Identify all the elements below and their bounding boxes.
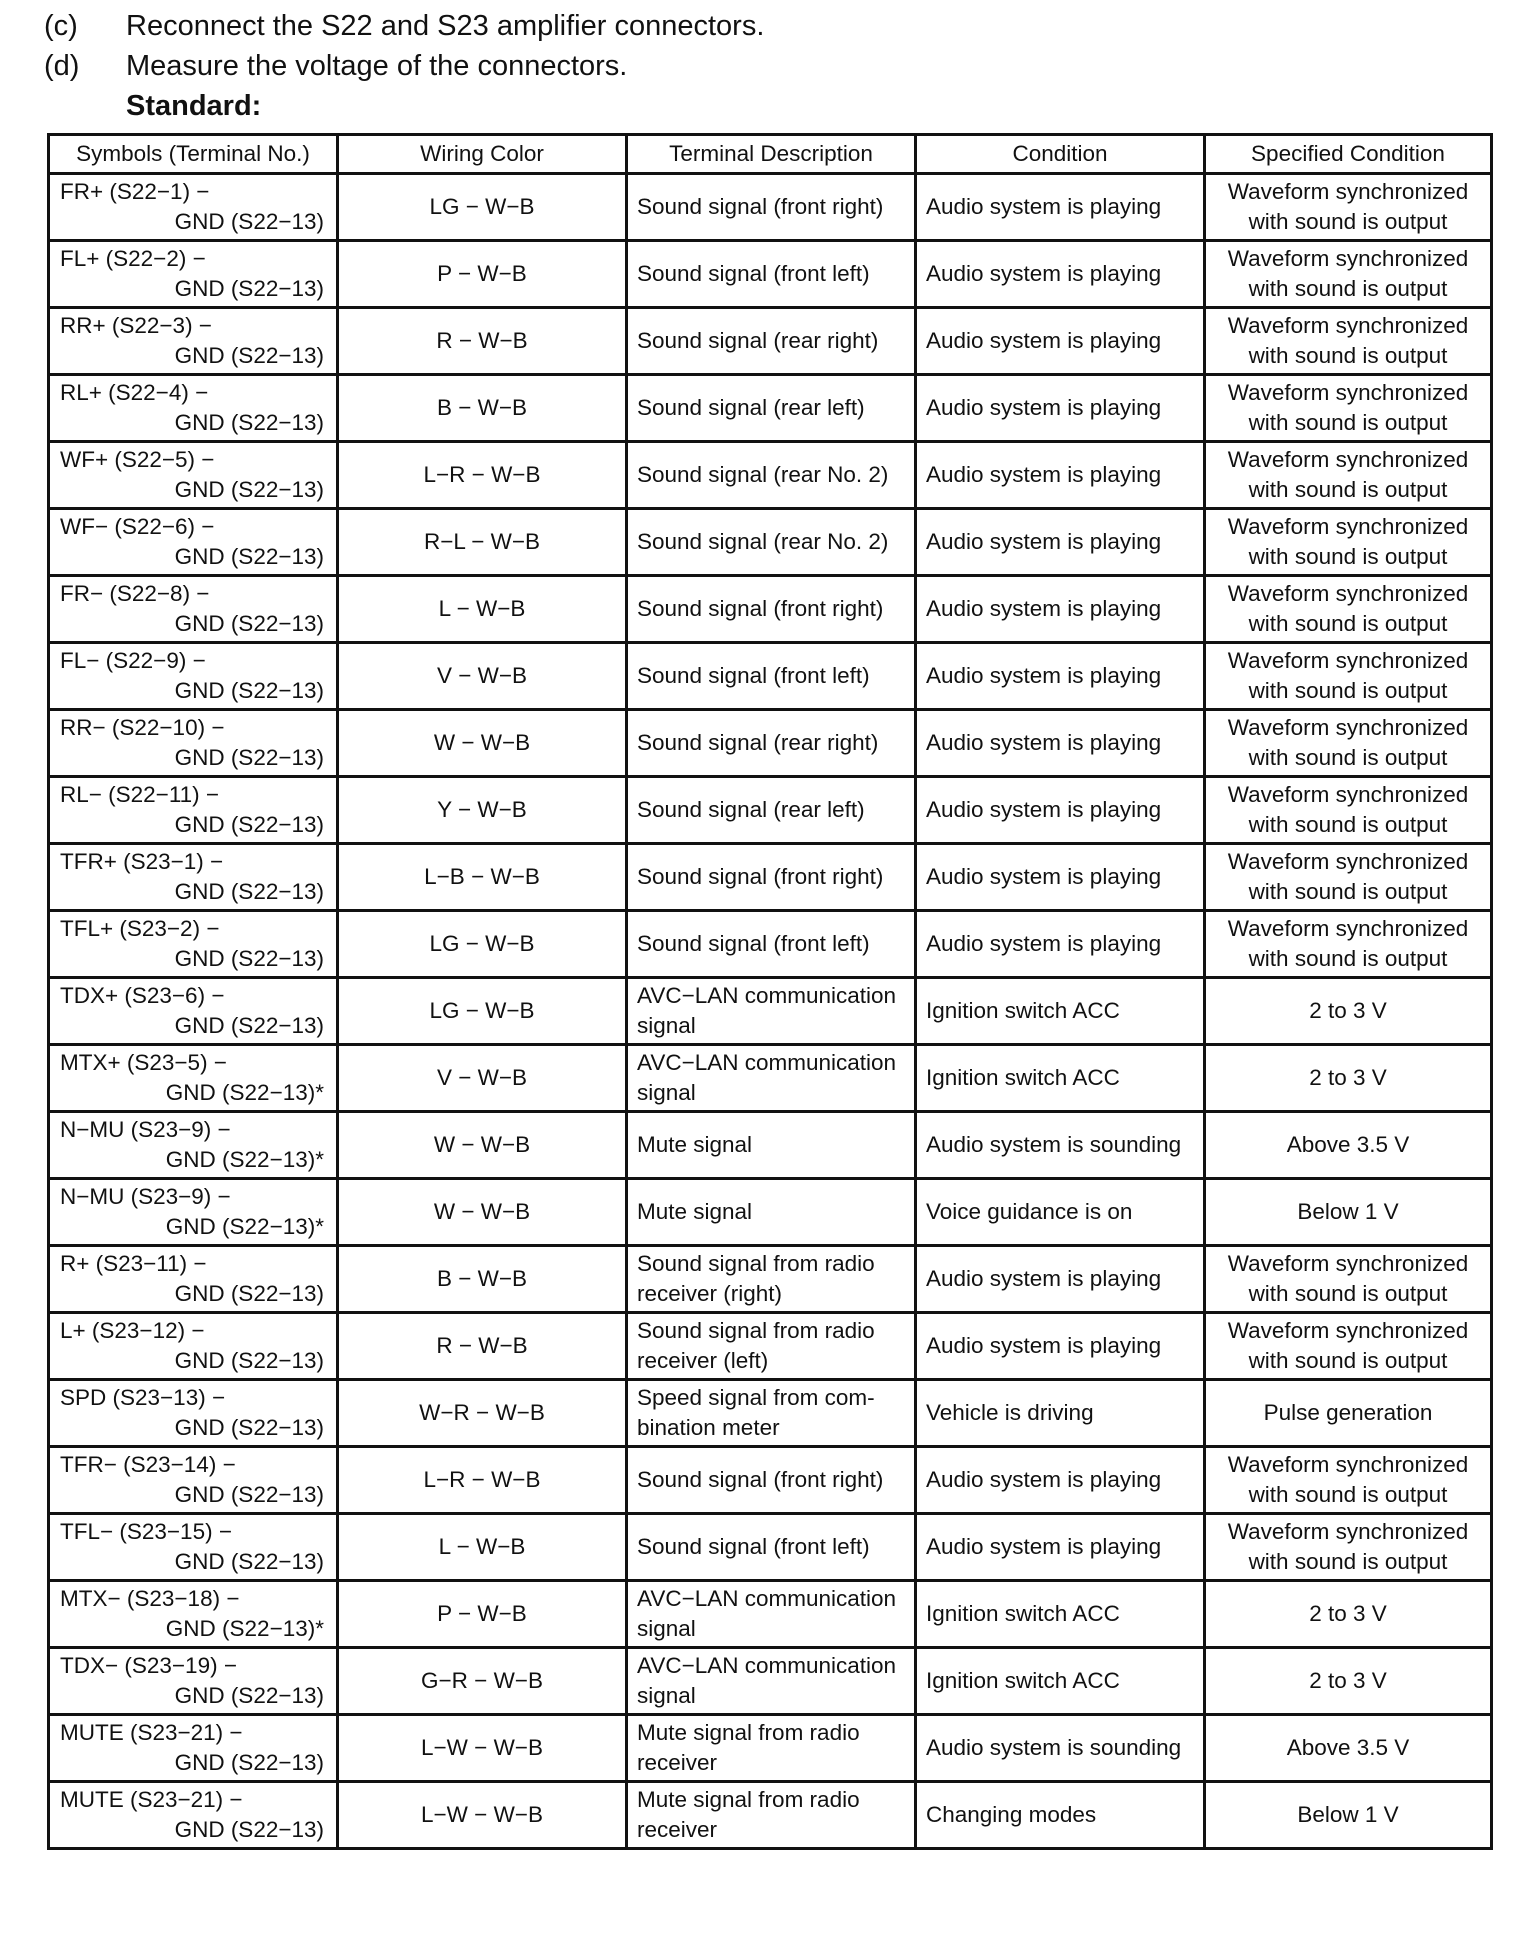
table-row: [49, 643, 1492, 710]
symbol-ground: GND (S22−13): [174, 544, 324, 569]
cell-condition: Audio system is sounding: [916, 1112, 1205, 1179]
table-row: [49, 1246, 1492, 1313]
cell-condition: Audio system is playing: [916, 442, 1205, 509]
cell-symbols: [49, 576, 338, 643]
symbol-terminal: TDX+ (S23−6) −: [60, 983, 225, 1008]
cell-terminal-description: Sound signal (rear right): [627, 308, 916, 375]
cell-condition: Ignition switch ACC: [916, 1045, 1205, 1112]
header-specified-condition: Specified Condition: [1205, 135, 1492, 174]
table-row: [49, 442, 1492, 509]
symbol-terminal: MUTE (S23−21) −: [60, 1787, 243, 1812]
cell-specified-condition: Waveform synchronized with sound is output: [1205, 777, 1492, 844]
symbol-terminal: FR+ (S22−1) −: [60, 179, 210, 204]
cell-symbols: [49, 375, 338, 442]
cell-condition: Audio system is playing: [916, 1514, 1205, 1581]
symbol-terminal: L+ (S23−12) −: [60, 1318, 205, 1343]
cell-condition: Audio system is playing: [916, 1447, 1205, 1514]
table-row: [49, 1715, 1492, 1782]
cell-terminal-description: Sound signal (rear left): [627, 375, 916, 442]
symbol-ground: GND (S22−13): [174, 1817, 324, 1842]
cell-condition: Ignition switch ACC: [916, 1648, 1205, 1715]
symbol-terminal: R+ (S23−11) −: [60, 1251, 207, 1276]
cell-wiring-color: V − W−B: [338, 1045, 627, 1112]
cell-symbols: [49, 442, 338, 509]
symbol-terminal: TDX− (S23−19) −: [60, 1653, 237, 1678]
cell-wiring-color: L−W − W−B: [338, 1782, 627, 1849]
cell-specified-condition: Below 1 V: [1205, 1782, 1492, 1849]
cell-condition: Audio system is playing: [916, 375, 1205, 442]
cell-condition: Audio system is playing: [916, 777, 1205, 844]
cell-wiring-color: L − W−B: [338, 1514, 627, 1581]
cell-wiring-color: W − W−B: [338, 1179, 627, 1246]
symbol-ground: GND (S22−13): [174, 745, 324, 770]
cell-symbols: [49, 1648, 338, 1715]
cell-specified-condition: Below 1 V: [1205, 1179, 1492, 1246]
symbol-ground: GND (S22−13)*: [165, 1214, 324, 1239]
symbol-terminal: RL− (S22−11) −: [60, 782, 220, 807]
cell-symbols: [49, 1715, 338, 1782]
cell-wiring-color: R − W−B: [338, 1313, 627, 1380]
cell-terminal-description: Mute signal from radio receiver: [627, 1782, 916, 1849]
cell-wiring-color: B − W−B: [338, 375, 627, 442]
symbol-terminal: RR+ (S22−3) −: [60, 313, 212, 338]
cell-symbols: [49, 1313, 338, 1380]
symbol-terminal: FL− (S22−9) −: [60, 648, 206, 673]
symbol-ground: GND (S22−13): [174, 1013, 324, 1038]
symbol-ground: GND (S22−13): [174, 276, 324, 301]
symbol-ground: GND (S22−13): [174, 678, 324, 703]
table-row: [49, 241, 1492, 308]
cell-condition: Ignition switch ACC: [916, 978, 1205, 1045]
cell-wiring-color: L−W − W−B: [338, 1715, 627, 1782]
table-row: [49, 1514, 1492, 1581]
cell-condition: Audio system is playing: [916, 308, 1205, 375]
step-d-mark: (d): [44, 49, 80, 82]
cell-symbols: [49, 308, 338, 375]
table-row: [49, 576, 1492, 643]
cell-symbols: [49, 174, 338, 241]
symbol-terminal: RL+ (S22−4) −: [60, 380, 209, 405]
symbol-terminal: RR− (S22−10) −: [60, 715, 225, 740]
table-row: [49, 710, 1492, 777]
cell-specified-condition: Waveform synchronized with sound is output: [1205, 710, 1492, 777]
cell-specified-condition: Waveform synchronized with sound is output: [1205, 844, 1492, 911]
cell-specified-condition: Waveform synchronized with sound is output: [1205, 375, 1492, 442]
cell-specified-condition: Above 3.5 V: [1205, 1715, 1492, 1782]
table-row: [49, 1179, 1492, 1246]
standard-label: Standard:: [126, 89, 262, 122]
cell-symbols: [49, 710, 338, 777]
cell-specified-condition: Above 3.5 V: [1205, 1112, 1492, 1179]
table-row: [49, 978, 1492, 1045]
cell-wiring-color: L − W−B: [338, 576, 627, 643]
cell-symbols: [49, 1782, 338, 1849]
cell-wiring-color: B − W−B: [338, 1246, 627, 1313]
cell-wiring-color: L−R − W−B: [338, 1447, 627, 1514]
table-row: [49, 1648, 1492, 1715]
symbol-ground: GND (S22−13)*: [165, 1147, 324, 1172]
header-condition: Condition: [916, 135, 1205, 174]
cell-symbols: [49, 844, 338, 911]
cell-wiring-color: W−R − W−B: [338, 1380, 627, 1447]
cell-condition: Audio system is playing: [916, 1246, 1205, 1313]
cell-specified-condition: Waveform synchronized with sound is output: [1205, 174, 1492, 241]
cell-symbols: [49, 1380, 338, 1447]
cell-terminal-description: Sound signal (front left): [627, 911, 916, 978]
cell-terminal-description: Sound signal (front right): [627, 174, 916, 241]
symbol-ground: GND (S22−13): [174, 343, 324, 368]
symbol-terminal: TFL+ (S23−2) −: [60, 916, 220, 941]
step-c-mark: (c): [44, 9, 78, 42]
table-row: [49, 777, 1492, 844]
symbol-ground: GND (S22−13): [174, 1415, 324, 1440]
cell-terminal-description: Sound signal (rear No. 2): [627, 442, 916, 509]
cell-condition: Vehicle is driving: [916, 1380, 1205, 1447]
cell-symbols: [49, 911, 338, 978]
symbol-ground: GND (S22−13): [174, 1348, 324, 1373]
cell-specified-condition: Waveform synchronized with sound is output: [1205, 1447, 1492, 1514]
header-wiring-color: Wiring Color: [338, 135, 627, 174]
cell-specified-condition: Waveform synchronized with sound is output: [1205, 241, 1492, 308]
cell-wiring-color: W − W−B: [338, 710, 627, 777]
cell-symbols: [49, 509, 338, 576]
voltage-standard-table: [47, 133, 1493, 1850]
cell-specified-condition: 2 to 3 V: [1205, 1581, 1492, 1648]
symbol-ground: GND (S22−13): [174, 611, 324, 636]
symbol-terminal: FR− (S22−8) −: [60, 581, 210, 606]
cell-terminal-description: Mute signal from radio receiver: [627, 1715, 916, 1782]
table-header-row: [49, 135, 1492, 174]
table-row: [49, 1313, 1492, 1380]
table-row: [49, 509, 1492, 576]
table-row: [49, 375, 1492, 442]
cell-condition: Audio system is playing: [916, 1313, 1205, 1380]
table-row: [49, 1447, 1492, 1514]
cell-terminal-description: Speed signal from com- bination meter: [627, 1380, 916, 1447]
cell-symbols: [49, 1246, 338, 1313]
cell-symbols: [49, 978, 338, 1045]
cell-specified-condition: 2 to 3 V: [1205, 1648, 1492, 1715]
header-terminal-description: Terminal Description: [627, 135, 916, 174]
table-body: [49, 174, 1492, 1849]
cell-wiring-color: G−R − W−B: [338, 1648, 627, 1715]
cell-condition: Voice guidance is on: [916, 1179, 1205, 1246]
symbol-ground: GND (S22−13)*: [165, 1616, 324, 1641]
cell-specified-condition: Pulse generation: [1205, 1380, 1492, 1447]
cell-terminal-description: Mute signal: [627, 1112, 916, 1179]
header-symbols: Symbols (Terminal No.): [49, 135, 338, 174]
cell-terminal-description: Mute signal: [627, 1179, 916, 1246]
cell-wiring-color: P − W−B: [338, 241, 627, 308]
cell-condition: Audio system is playing: [916, 643, 1205, 710]
cell-condition: Audio system is playing: [916, 710, 1205, 777]
symbol-terminal: MUTE (S23−21) −: [60, 1720, 243, 1745]
cell-condition: Audio system is sounding: [916, 1715, 1205, 1782]
step-d-text: Measure the voltage of the connectors.: [126, 49, 628, 82]
cell-symbols: [49, 241, 338, 308]
symbol-terminal: WF− (S22−6) −: [60, 514, 215, 539]
table-row: [49, 1112, 1492, 1179]
symbol-ground: GND (S22−13): [174, 946, 324, 971]
symbol-ground: GND (S22−13): [174, 812, 324, 837]
symbol-ground: GND (S22−13): [174, 410, 324, 435]
cell-specified-condition: Waveform synchronized with sound is output: [1205, 911, 1492, 978]
table-row: [49, 1045, 1492, 1112]
cell-wiring-color: LG − W−B: [338, 174, 627, 241]
table-row: [49, 911, 1492, 978]
cell-terminal-description: Sound signal (front right): [627, 844, 916, 911]
cell-terminal-description: Sound signal (front right): [627, 1447, 916, 1514]
cell-terminal-description: AVC−LAN communication signal: [627, 978, 916, 1045]
cell-condition: Audio system is playing: [916, 509, 1205, 576]
symbol-terminal: TFL− (S23−15) −: [60, 1519, 232, 1544]
cell-terminal-description: Sound signal from radio receiver (left): [627, 1313, 916, 1380]
symbol-terminal: MTX+ (S23−5) −: [60, 1050, 227, 1075]
step-d: [44, 46, 764, 86]
cell-specified-condition: Waveform synchronized with sound is output: [1205, 643, 1492, 710]
symbol-ground: GND (S22−13): [174, 1281, 324, 1306]
cell-specified-condition: Waveform synchronized with sound is output: [1205, 308, 1492, 375]
cell-condition: Audio system is playing: [916, 911, 1205, 978]
cell-condition: Audio system is playing: [916, 241, 1205, 308]
table-row: [49, 174, 1492, 241]
symbol-terminal: WF+ (S22−5) −: [60, 447, 215, 472]
cell-wiring-color: V − W−B: [338, 643, 627, 710]
symbol-ground: GND (S22−13): [174, 1549, 324, 1574]
table-row: [49, 1581, 1492, 1648]
cell-symbols: [49, 1447, 338, 1514]
cell-terminal-description: AVC−LAN communication signal: [627, 1648, 916, 1715]
cell-specified-condition: Waveform synchronized with sound is output: [1205, 1313, 1492, 1380]
cell-symbols: [49, 1112, 338, 1179]
symbol-terminal: TFR+ (S23−1) −: [60, 849, 224, 874]
cell-wiring-color: LG − W−B: [338, 911, 627, 978]
cell-specified-condition: 2 to 3 V: [1205, 978, 1492, 1045]
table-row: [49, 308, 1492, 375]
cell-terminal-description: Sound signal (front left): [627, 241, 916, 308]
cell-terminal-description: AVC−LAN communication signal: [627, 1045, 916, 1112]
cell-symbols: [49, 1581, 338, 1648]
symbol-terminal: TFR− (S23−14) −: [60, 1452, 236, 1477]
cell-specified-condition: Waveform synchronized with sound is output: [1205, 1514, 1492, 1581]
cell-wiring-color: R−L − W−B: [338, 509, 627, 576]
cell-terminal-description: AVC−LAN communication signal: [627, 1581, 916, 1648]
cell-specified-condition: Waveform synchronized with sound is output: [1205, 442, 1492, 509]
cell-terminal-description: Sound signal (rear right): [627, 710, 916, 777]
symbol-ground: GND (S22−13): [174, 1482, 324, 1507]
cell-wiring-color: L−R − W−B: [338, 442, 627, 509]
cell-wiring-color: L−B − W−B: [338, 844, 627, 911]
step-c: [44, 6, 764, 46]
cell-condition: Changing modes: [916, 1782, 1205, 1849]
cell-symbols: [49, 1514, 338, 1581]
cell-condition: Ignition switch ACC: [916, 1581, 1205, 1648]
cell-specified-condition: Waveform synchronized with sound is output: [1205, 576, 1492, 643]
symbol-terminal: N−MU (S23−9) −: [60, 1184, 231, 1209]
cell-terminal-description: Sound signal (front right): [627, 576, 916, 643]
cell-symbols: [49, 777, 338, 844]
cell-wiring-color: R − W−B: [338, 308, 627, 375]
cell-terminal-description: Sound signal from radio receiver (right): [627, 1246, 916, 1313]
symbol-terminal: MTX− (S23−18) −: [60, 1586, 240, 1611]
table-row: [49, 1380, 1492, 1447]
table-row: [49, 844, 1492, 911]
symbol-terminal: FL+ (S22−2) −: [60, 246, 206, 271]
cell-terminal-description: Sound signal (rear No. 2): [627, 509, 916, 576]
cell-condition: Audio system is playing: [916, 844, 1205, 911]
cell-terminal-description: Sound signal (front left): [627, 643, 916, 710]
cell-wiring-color: LG − W−B: [338, 978, 627, 1045]
symbol-ground: GND (S22−13)*: [165, 1080, 324, 1105]
cell-symbols: [49, 1045, 338, 1112]
cell-condition: Audio system is playing: [916, 174, 1205, 241]
cell-wiring-color: W − W−B: [338, 1112, 627, 1179]
cell-terminal-description: Sound signal (rear left): [627, 777, 916, 844]
symbol-ground: GND (S22−13): [174, 209, 324, 234]
cell-wiring-color: Y − W−B: [338, 777, 627, 844]
symbol-ground: GND (S22−13): [174, 1683, 324, 1708]
cell-specified-condition: Waveform synchronized with sound is output: [1205, 1246, 1492, 1313]
cell-symbols: [49, 1179, 338, 1246]
instruction-steps: [44, 6, 764, 126]
symbol-terminal: N−MU (S23−9) −: [60, 1117, 231, 1142]
cell-terminal-description: Sound signal (front left): [627, 1514, 916, 1581]
symbol-ground: GND (S22−13): [174, 879, 324, 904]
symbol-ground: GND (S22−13): [174, 1750, 324, 1775]
cell-wiring-color: P − W−B: [338, 1581, 627, 1648]
symbol-terminal: SPD (S23−13) −: [60, 1385, 226, 1410]
cell-specified-condition: Waveform synchronized with sound is output: [1205, 509, 1492, 576]
cell-condition: Audio system is playing: [916, 576, 1205, 643]
table-row: [49, 1782, 1492, 1849]
cell-specified-condition: 2 to 3 V: [1205, 1045, 1492, 1112]
step-c-text: Reconnect the S22 and S23 amplifier connectors.: [126, 9, 765, 42]
cell-symbols: [49, 643, 338, 710]
symbol-ground: GND (S22−13): [174, 477, 324, 502]
